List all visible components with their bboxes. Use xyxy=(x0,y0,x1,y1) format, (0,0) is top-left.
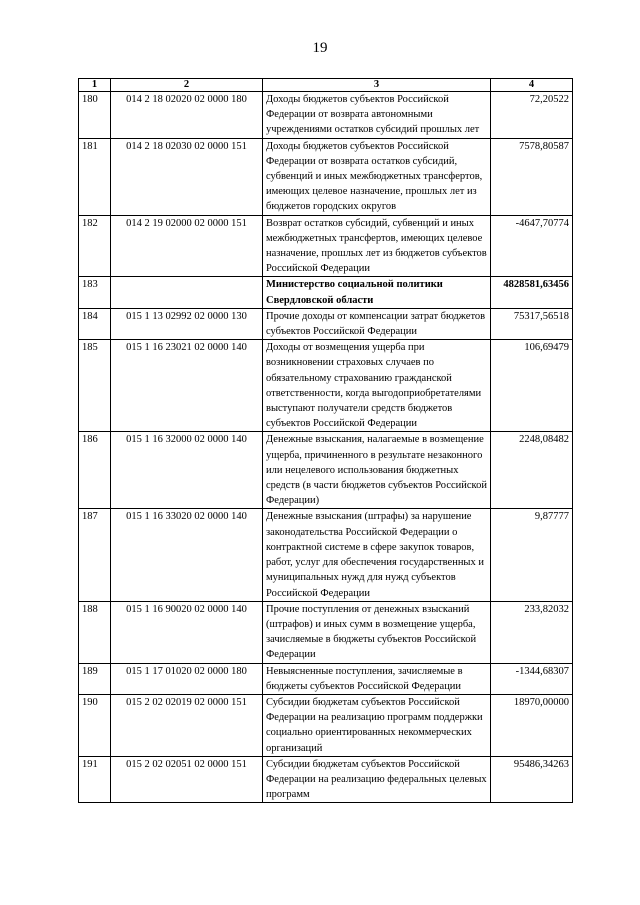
amount-value: 7578,80587 xyxy=(491,138,573,215)
table-row xyxy=(79,756,573,803)
row-number: 188 xyxy=(79,601,111,663)
revenue-description: Возврат остатков субсидий, субвенций и иных межбюджетных трансфертов, имеющих целевое назначение, прошлых лет из бюджетов субъектов Российской Федерации xyxy=(263,215,491,277)
revenue-description: Доходы от возмещения ущерба при возникновении страховых случаев по обязательному страхованию гражданской ответственности, когда выгодоприобретателями выступают получатели средств бюджетов субъектов Российской Федерации xyxy=(263,340,491,432)
table-row xyxy=(79,432,573,509)
table-row xyxy=(79,601,573,663)
amount-value: 95486,34263 xyxy=(491,756,573,803)
revenue-description: Субсидии бюджетам субъектов Российской Федерации на реализацию федеральных целевых программ xyxy=(263,756,491,803)
budget-code: 014 2 19 02000 02 0000 151 xyxy=(111,215,263,277)
page-number: 19 xyxy=(312,40,328,56)
column-header-3: 3 xyxy=(263,79,491,92)
row-number: 184 xyxy=(79,308,111,339)
row-number: 183 xyxy=(79,277,111,308)
budget-revenue-table xyxy=(78,78,573,803)
table-row xyxy=(79,308,573,339)
amount-value: -1344,68307 xyxy=(491,663,573,694)
budget-code: 015 1 16 23021 02 0000 140 xyxy=(111,340,263,432)
row-number: 180 xyxy=(79,92,111,139)
table-header-row xyxy=(79,79,573,92)
table-row xyxy=(79,277,573,308)
budget-code: 015 2 02 02019 02 0000 151 xyxy=(111,694,263,756)
amount-value: 2248,08482 xyxy=(491,432,573,509)
revenue-description: Доходы бюджетов субъектов Российской Федерации от возврата остатков субсидий, субвенций и иных межбюджетных трансфертов, имеющих целевое назначение, прошлых лет из бюджетов городских округов xyxy=(263,138,491,215)
amount-value: 106,69479 xyxy=(491,340,573,432)
table-row xyxy=(79,663,573,694)
row-number: 181 xyxy=(79,138,111,215)
budget-code xyxy=(111,277,263,308)
revenue-description: Денежные взыскания (штрафы) за нарушение законодательства Российской Федерации о контрактной системе в сфере закупок товаров, работ, услуг для обеспечения государственных и муниципальных нужд для нужд субъектов Российской Федерации xyxy=(263,509,491,601)
revenue-description: Прочие поступления от денежных взысканий (штрафов) и иных сумм в возмещение ущерба, зачисляемые в бюджеты субъектов Российской Федерации xyxy=(263,601,491,663)
budget-code: 015 2 02 02051 02 0000 151 xyxy=(111,756,263,803)
amount-value: -4647,70774 xyxy=(491,215,573,277)
row-number: 185 xyxy=(79,340,111,432)
revenue-description: Доходы бюджетов субъектов Российской Федерации от возврата автономными учреждениями остатков субсидий прошлых лет xyxy=(263,92,491,139)
revenue-description: Министерство социальной политики Свердловской области xyxy=(263,277,491,308)
table-row xyxy=(79,694,573,756)
table-row xyxy=(79,215,573,277)
amount-value: 233,82032 xyxy=(491,601,573,663)
row-number: 186 xyxy=(79,432,111,509)
row-number: 191 xyxy=(79,756,111,803)
budget-code: 015 1 16 33020 02 0000 140 xyxy=(111,509,263,601)
revenue-description: Невыясненные поступления, зачисляемые в бюджеты субъектов Российской Федерации xyxy=(263,663,491,694)
table-body xyxy=(79,92,573,803)
budget-code: 014 2 18 02020 02 0000 180 xyxy=(111,92,263,139)
column-header-2: 2 xyxy=(111,79,263,92)
table-row xyxy=(79,509,573,601)
revenue-description: Субсидии бюджетам субъектов Российской Федерации на реализацию программ поддержки социально ориентированных некоммерческих организаций xyxy=(263,694,491,756)
budget-code: 015 1 13 02992 02 0000 130 xyxy=(111,308,263,339)
row-number: 182 xyxy=(79,215,111,277)
row-number: 189 xyxy=(79,663,111,694)
budget-code: 015 1 17 01020 02 0000 180 xyxy=(111,663,263,694)
amount-value: 75317,56518 xyxy=(491,308,573,339)
amount-value: 9,87777 xyxy=(491,509,573,601)
revenue-description: Прочие доходы от компенсации затрат бюджетов субъектов Российской Федерации xyxy=(263,308,491,339)
budget-code: 015 1 16 32000 02 0000 140 xyxy=(111,432,263,509)
amount-value: 18970,00000 xyxy=(491,694,573,756)
column-header-4: 4 xyxy=(491,79,573,92)
row-number: 190 xyxy=(79,694,111,756)
revenue-description: Денежные взыскания, налагаемые в возмещение ущерба, причиненного в результате незаконного или нецелевого использования бюджетных средств (в части бюджетов субъектов Российской Федерации) xyxy=(263,432,491,509)
amount-value: 4828581,63456 xyxy=(491,277,573,308)
amount-value: 72,20522 xyxy=(491,92,573,139)
row-number: 187 xyxy=(79,509,111,601)
table-row xyxy=(79,340,573,432)
table-row xyxy=(79,92,573,139)
budget-code: 015 1 16 90020 02 0000 140 xyxy=(111,601,263,663)
column-header-1: 1 xyxy=(79,79,111,92)
table-row xyxy=(79,138,573,215)
budget-code: 014 2 18 02030 02 0000 151 xyxy=(111,138,263,215)
